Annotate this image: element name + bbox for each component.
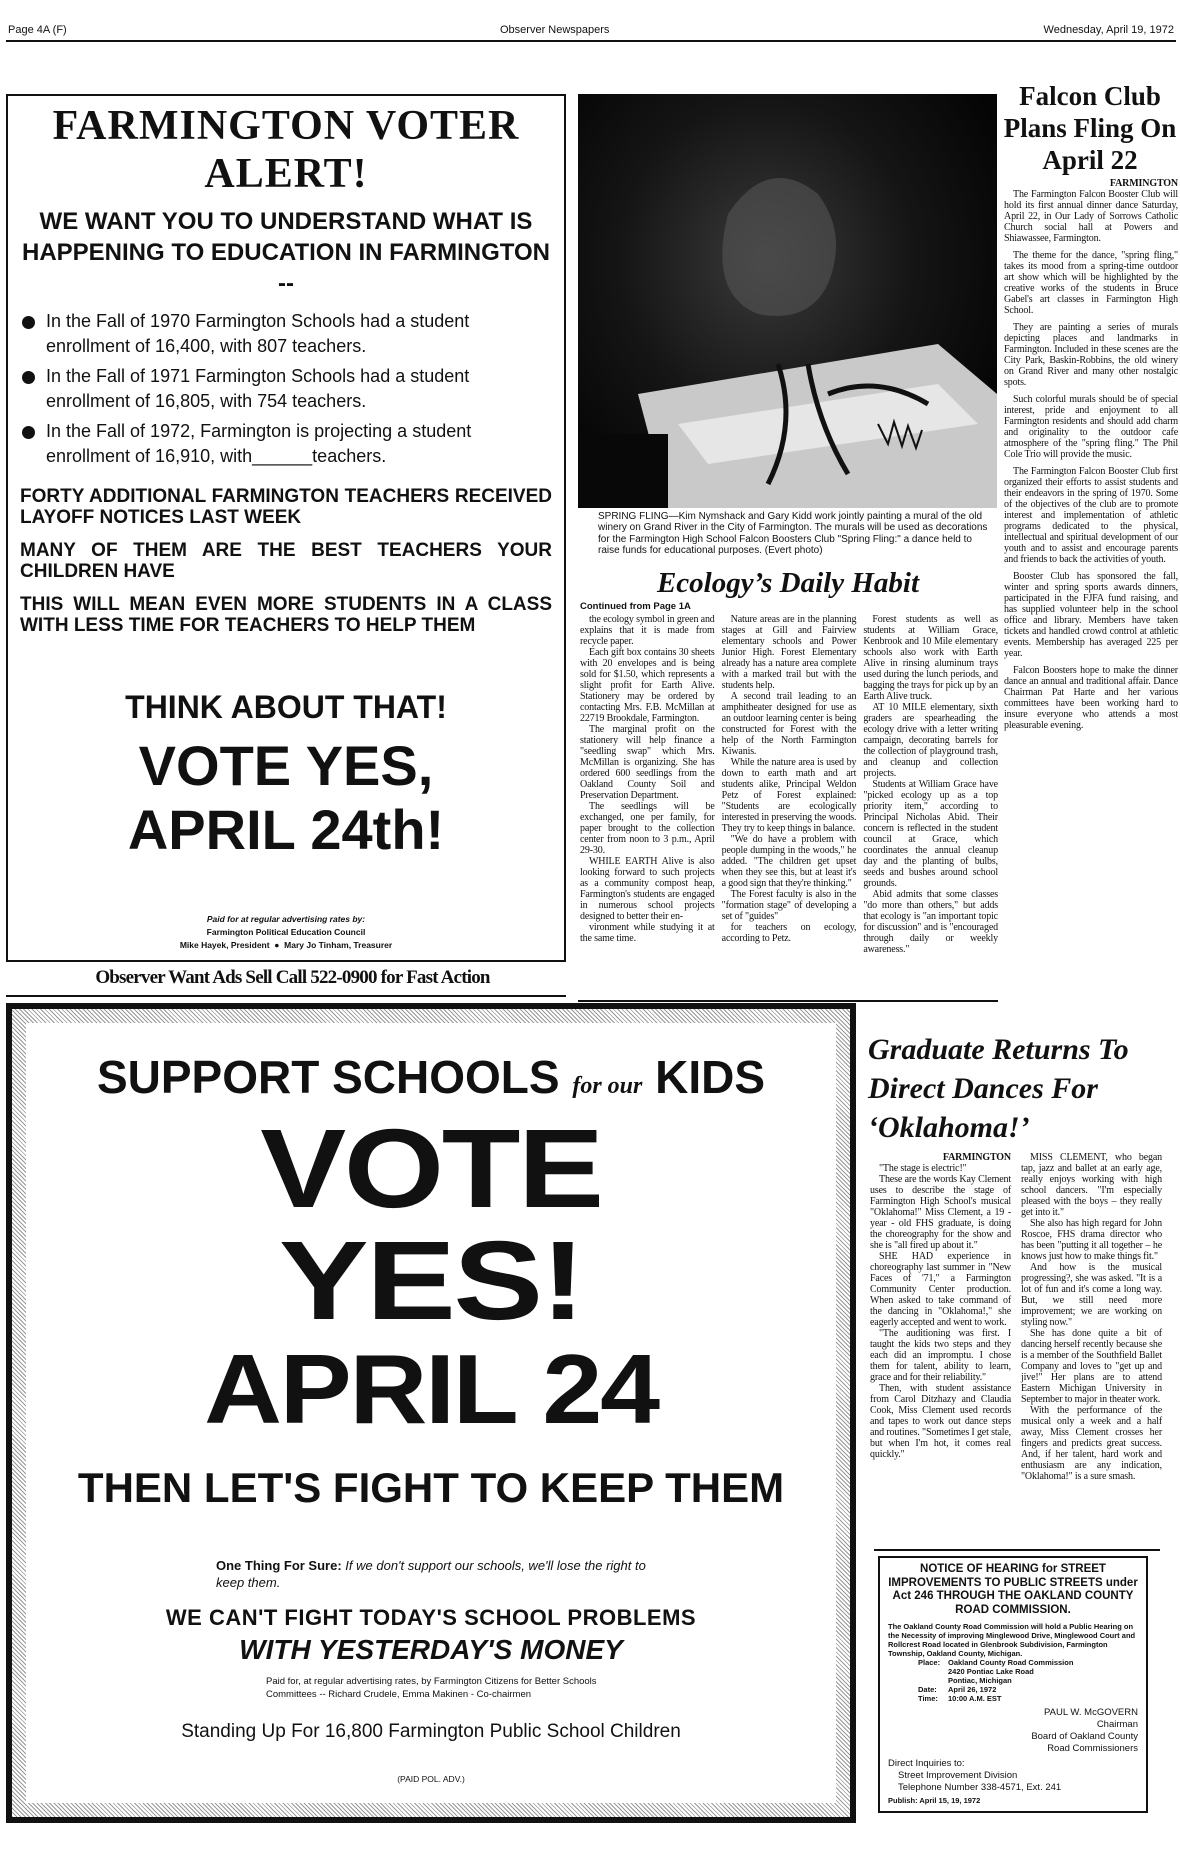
paragraph: "The auditioning was first. I taught the kids two steps and they each did an impromptu. I chose them for talent, ability to learn, grace and for their reliability." bbox=[870, 1328, 1011, 1383]
council: Farmington Political Education Council bbox=[206, 927, 366, 937]
paragraph: MISS CLEMENT, who began tap, jazz and ballet at an early age, really enjoys working with high school dancers. "I'm especially pleased with the boys – they really get into it." bbox=[1021, 1152, 1162, 1218]
value: April 26, 1972 bbox=[948, 1685, 997, 1694]
paragraph: for teachers on ecology, according to Petz. bbox=[721, 922, 857, 944]
signer-line: Board of Oakland County bbox=[1031, 1731, 1138, 1742]
ad-subtitle: WE WANT YOU TO UNDERSTAND WHAT IS HAPPENING TO EDUCATION IN FARMINGTON -- bbox=[21, 208, 551, 297]
paragraph: And how is the musical progressing?, she was asked. "It is a lot of fun and it's come a long way. But, we still need more improvement; we are working on styling now." bbox=[1021, 1262, 1162, 1328]
ecology-column bbox=[580, 614, 715, 922]
inquiry-line: Street Improvement Division bbox=[898, 1770, 1018, 1781]
paragraph: While the nature area is used by down to earth math and art students alike, Principal Weldon Petz of Forest explained: "Students are ecologically interested in preserving the woods. They try to keep things in balance. bbox=[721, 757, 857, 834]
paid-by: Paid for, at regular advertising rates, by Farmington Citizens for Better Schools Committees -- Richard Crudele, Emma Makinen - Co-chairmen bbox=[266, 1676, 597, 1700]
paragraph: Each gift box contains 30 sheets with 20 envelopes and is being sold for $1.50, which represents a slight profit for Earth Alive. Stationery may be ordered by contacting Mrs. F.B. McMillan at 22719 Brookdale, Farmington. bbox=[580, 647, 715, 724]
signer-line: Chairman bbox=[1096, 1719, 1138, 1730]
paragraph: The Farmington Falcon Booster Club first organized their efforts to assist students and their endeavors in the spring of 1970. Some of the objectives of the club are to promote interest and implementation of athletic programs dedicated to the physical, intellectual and spiritual development of our youth and to assist and encourage parents and friends to back the activities of youth. bbox=[1004, 466, 1178, 565]
signer-line: Road Commissioners bbox=[1047, 1743, 1138, 1754]
headline-part: for our bbox=[572, 1073, 643, 1099]
inquiry-line: Telephone Number 338-4571, Ext. 241 bbox=[898, 1782, 1062, 1793]
ecology-headline: Ecology’s Daily Habit bbox=[656, 567, 920, 599]
title-line: FARMINGTON VOTER bbox=[52, 103, 520, 149]
paragraph: She also has high regard for John Roscoe, FHS drama director who has been "putting it all together – he knows just how to make things fit." bbox=[1021, 1218, 1162, 1262]
rule bbox=[578, 1000, 998, 1002]
dateline: FARMINGTON bbox=[942, 1152, 1011, 1163]
paragraph: Booster Club has sponsored the fall, winter and spring sports awards dinners, participated in the FJFA fund raising, and has supplied volunteer help in the school office and library. Members have taken tickets and handled crowd control at athletic events. Membership has averaged 225 per year. bbox=[1004, 571, 1178, 659]
photo-image bbox=[578, 94, 997, 508]
inquiry-line: Direct Inquiries to: bbox=[888, 1758, 965, 1769]
paragraph: The Farmington Falcon Booster Club will hold its first annual dinner dance Saturday, April 22, in Our Lady of Sorrows Catholic Church social hall at Powers and Shiawassee, Farmington. bbox=[1004, 189, 1178, 244]
paragraph: WHILE EARTH Alive is also looking forward to such projects as a community compost heap, Farmington's students are engaged in numerous school projects designed to better their en- bbox=[580, 856, 715, 922]
falcon-paragraphs bbox=[1004, 189, 1178, 731]
falcon-headline: Falcon Club Plans Fling On April 22 bbox=[1003, 81, 1177, 175]
signer-line: PAUL W. McGOVERN bbox=[1044, 1707, 1138, 1718]
statement: FORTY ADDITIONAL FARMINGTON TEACHERS RECEIVED LAYOFF NOTICES LAST WEEK bbox=[20, 486, 552, 528]
officers: Mike Hayek, President ● Mary Jo Tinham, Treasurer bbox=[179, 940, 393, 950]
paragraph: Nature areas are in the planning stages at Gill and Fairview elementary schools and Power Junior High. Forest Elementary already has a nature area complete with a marked trail but with the students help. bbox=[721, 614, 857, 691]
paragraph: Students at William Grace have "picked ecology up as a top priority item," according to Principal Nicholas Abid. Their concern is reflected in the student council at Grace, which coordinates the annual cleanup day and the planting of bulbs, seeds and bushes around school grounds. bbox=[863, 779, 998, 889]
voter-alert-ad bbox=[6, 94, 566, 962]
vote-yes bbox=[20, 734, 552, 862]
paper-name: Observer Newspapers bbox=[500, 24, 610, 36]
masthead-rule bbox=[6, 40, 1176, 42]
april-date: APRIL 24 bbox=[204, 1334, 658, 1444]
vote-word: VOTE bbox=[260, 1106, 602, 1231]
publish-dates: Publish: April 15, 19, 1972 bbox=[888, 1796, 981, 1805]
page-number: Page 4A (F) bbox=[8, 24, 67, 36]
vote-line: VOTE YES, bbox=[138, 733, 434, 797]
headline-part: KIDS bbox=[655, 1051, 766, 1103]
notice-title: NOTICE OF HEARING for STREET IMPROVEMENTS TO PUBLIC STREETS under Act 246 THROUGH THE OAKLAND COUNTY ROAD COMMISSION. bbox=[888, 1563, 1138, 1616]
paragraph: "The stage is electric!" bbox=[879, 1163, 967, 1174]
notice-place bbox=[888, 1658, 1138, 1685]
paragraph: With the performance of the musical only a week and a half away, Miss Clement crosses her fingers and predicts great success. And, if her talent, hard work and enthusiasm are any indication, "Oklahoma!" is a sure smash. bbox=[1021, 1405, 1162, 1482]
paragraph: Then, with student assistance from Carol Ditzhazy and Claudia Cook, Miss Clement used records and tapes to work out dance steps and routines. "Sometimes I get stale, but when I'm hot, it comes real quickly." bbox=[870, 1383, 1012, 1460]
statement: THIS WILL MEAN EVEN MORE STUDENTS IN A CLASS WITH LESS TIME FOR TEACHERS TO HELP THEM bbox=[20, 594, 552, 636]
ad-inner bbox=[26, 1023, 836, 1803]
want-ads-banner: Observer Want Ads Sell Call 522-0900 for Fast Action bbox=[95, 967, 490, 988]
label: Date: bbox=[918, 1685, 937, 1694]
ecology-body bbox=[580, 614, 998, 955]
place-line: Pontiac, Michigan bbox=[948, 1676, 1012, 1685]
paid-pol-adv: (PAID POL. ADV.) bbox=[397, 1774, 465, 1784]
fight-line: THEN LET'S FIGHT TO KEEP THEM bbox=[77, 1464, 785, 1511]
cant-fight: WE CAN'T FIGHT TODAY'S SCHOOL PROBLEMS bbox=[165, 1605, 697, 1630]
support-schools-ad bbox=[6, 1003, 856, 1823]
paragraph: The theme for the dance, "spring fling," takes its mood from a spring-time outdoor art show which will be highlighted by the creative works of the students in Bruce Gabel's art classes in Farmington High School. bbox=[1004, 250, 1178, 316]
graduate-column bbox=[1021, 1152, 1162, 1482]
paid-by: Paid for at regular advertising rates by: bbox=[206, 914, 366, 924]
paragraph: Abid admits that some classes "do more than others," but adds that ecology is "an important topic for discussion" and is "encouraged through daily or weekly awareness." bbox=[863, 889, 998, 955]
paragraph: They are painting a series of murals depicting places and landmarks in Farmington. Included in these scenes are the City Park, Baskin-Robbins, the old winery on Grand River and many other nostalgic spots. bbox=[1004, 322, 1178, 388]
think-about-that: THINK ABOUT THAT! bbox=[125, 688, 447, 725]
place-line: 2420 Pontiac Lake Road bbox=[948, 1667, 1034, 1676]
enrollment-bullets bbox=[20, 309, 552, 474]
falcon-body bbox=[1004, 178, 1178, 731]
paragraph: The marginal profit on the stationery will help finance a "seedling swap" which Mrs. McMillan is organizing. She has ordered 600 seedlings from the Oakland County Soil and Preservation Department. bbox=[580, 724, 715, 801]
paragraph: AT 10 MILE elementary, sixth graders are spearheading the ecology drive with a letter writing campaign, decorating barrels for the collection of playground trash, and cleanup and collection projects. bbox=[863, 702, 998, 779]
notice-time bbox=[888, 1694, 1138, 1703]
notice-inquiries bbox=[888, 1758, 1138, 1794]
paragraph: The Forest faculty is also in the "formation stage" of developing a set of "guides" bbox=[721, 889, 857, 922]
rule bbox=[6, 995, 566, 997]
paragraph: She has done quite a bit of dancing herself recently because she is a member of the Southfield Ballet Company and loves to "get up and jive!" Her plans are to attend Eastern Michigan University in September to major in theater work. bbox=[1021, 1328, 1162, 1405]
paragraph: Falcon Boosters hope to make the dinner dance an annual and traditional affair. Dance Chairman Pat Harte and her various committees have been working hard to insure everyone who attends a most pleasurable evening. bbox=[1004, 665, 1178, 731]
paragraph: Forest students as well as students at William Grace, Kenbrook and 10 Mile elementary schools also work with Earth Alive in rinsing aluminum trays used during the lunch periods, and bagging the trays for pick up by an Earth Alive truck. bbox=[863, 614, 998, 702]
place-line: Oakland County Road Commission bbox=[948, 1658, 1074, 1667]
rule bbox=[874, 1549, 1160, 1551]
notice-date bbox=[888, 1685, 1138, 1694]
bullet-item: In the Fall of 1972, Farmington is projecting a student enrollment of 16,910, with______teachers. bbox=[20, 419, 552, 469]
statement: MANY OF THEM ARE THE BEST TEACHERS YOUR CHILDREN HAVE bbox=[20, 540, 552, 582]
notice-body: The Oakland County Road Commission will hold a Public Hearing on the Necessity of improving Minglewood Drive, Minglewood Court and Rollcrest Road located in Glenbrook Subdivision, Farmington Township, Oakland County, Michigan. bbox=[888, 1622, 1136, 1658]
notice-of-hearing bbox=[878, 1556, 1148, 1813]
paragraph: the ecology symbol in green and explains that it is made from recycle paper. bbox=[580, 614, 715, 647]
issue-date: Wednesday, April 19, 1972 bbox=[1043, 24, 1174, 36]
value bbox=[948, 1658, 1073, 1685]
standing-up: Standing Up For 16,800 Farmington Public School Children bbox=[181, 1721, 681, 1742]
ad-title bbox=[20, 102, 552, 198]
title-line: ALERT! bbox=[204, 151, 368, 197]
graduate-column bbox=[870, 1152, 1011, 1482]
value: 10:00 A.M. EST bbox=[948, 1694, 1002, 1703]
bullet-item: In the Fall of 1970 Farmington Schools had a student enrollment of 16,400, with 807 teachers. bbox=[20, 309, 552, 359]
paragraph: A second trail leading to an amphitheater designed for use as an outdoor learning center is being constructed for Forest with the help of the North Farmington Kiwanis. bbox=[721, 691, 857, 757]
paragraph: vironment while studying it at the same time. bbox=[580, 922, 715, 944]
notice-signer bbox=[888, 1707, 1138, 1755]
sure-label: One Thing For Sure: bbox=[216, 1558, 342, 1573]
mural-photo bbox=[578, 94, 997, 508]
continued-label: Continued from Page 1A bbox=[580, 601, 691, 612]
vote-line: APRIL 24th! bbox=[127, 797, 445, 861]
yes-word: YES! bbox=[278, 1218, 584, 1343]
graduate-paragraphs bbox=[870, 1163, 1011, 1460]
label: Place: bbox=[918, 1658, 941, 1667]
graduate-headline: Graduate Returns To Direct Dances For ‘Oklahoma!’ bbox=[868, 1033, 1129, 1144]
one-thing bbox=[216, 1557, 646, 1591]
paragraph: "We do have a problem with people dumping in the woods," he added. "The children get upset when they see this, but at least it's a good sign that they're thinking." bbox=[721, 834, 857, 889]
yesterdays-money: WITH YESTERDAY'S MONEY bbox=[239, 1634, 623, 1665]
paragraph: These are the words Kay Clement uses to describe the stage of Farmington High School's musical "Oklahoma!" Miss Clement, a 19 - year - old FHS graduate, is doing the choreography for the show and she is "all fired up about it." bbox=[870, 1174, 1011, 1251]
paragraph: Such colorful murals should be of special interest, pride and enjoyment to all Farmington residents and should add charm and originality to the outdoor cafe atmosphere of the "spring fling." The Phil Cole Trio will provide the music. bbox=[1004, 394, 1178, 460]
ad-headline bbox=[26, 1049, 836, 1114]
bullet-item: In the Fall of 1971 Farmington Schools had a student enrollment of 16,805, with 754 teachers. bbox=[20, 364, 552, 414]
paragraph: The seedlings will be exchanged, one per family, for paper brought to the collection center from noon to 3 p.m., April 29-30. bbox=[580, 801, 715, 856]
dateline: FARMINGTON bbox=[1109, 178, 1178, 189]
sure-text: If we don't support our schools, we'll lose the right to keep them. bbox=[216, 1558, 646, 1590]
graduate-body bbox=[870, 1152, 1162, 1482]
paragraph: SHE HAD experience in choreography last summer in "New Faces of '71," a Farmington Community Center production. When asked to take command of the dancing in "Oklahoma!," she eagerly accepted and went to work. bbox=[870, 1251, 1011, 1328]
photo-caption: SPRING FLING—Kim Nymshack and Gary Kidd work jointly painting a mural of the old winery on Grand River in the City of Farmington. The murals will be used as decorations for the Farmington High School Falcon Boosters Club "Spring Fling:" a dance held to raise funds for educational purposes. (Evert photo) bbox=[598, 511, 988, 556]
label: Time: bbox=[918, 1694, 938, 1703]
headline-part: SUPPORT SCHOOLS bbox=[96, 1051, 560, 1103]
